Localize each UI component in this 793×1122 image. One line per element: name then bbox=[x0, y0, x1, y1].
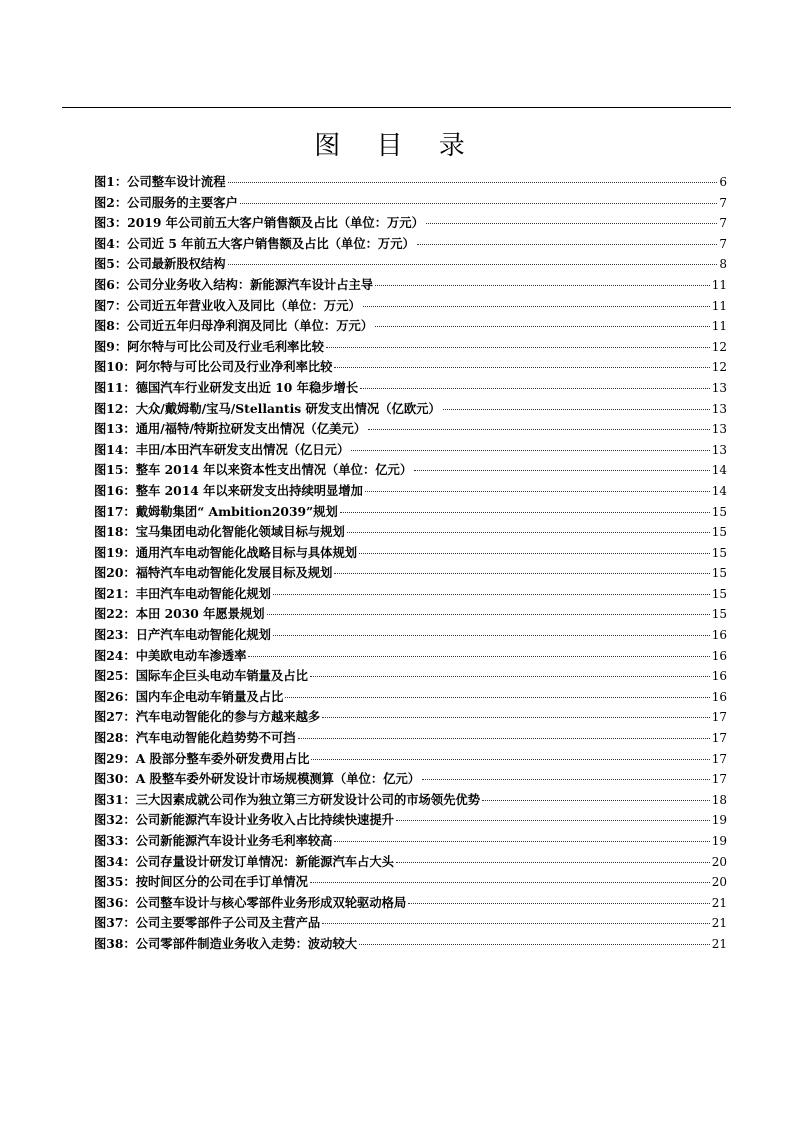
toc-entry[interactable] bbox=[94, 378, 727, 399]
toc-entry[interactable] bbox=[94, 687, 727, 708]
toc-entry-label: 图33：公司新能源汽车设计业务毛利率较高 bbox=[94, 833, 333, 848]
dot-leader bbox=[322, 717, 710, 718]
dot-leader bbox=[310, 882, 710, 883]
dot-leader bbox=[334, 573, 709, 574]
toc-entry-page: 16 bbox=[711, 669, 727, 684]
toc-entry-label: 图10：阿尔特与可比公司及行业净利率比较 bbox=[94, 359, 333, 375]
toc-entry-page: 6 bbox=[719, 175, 727, 189]
toc-entry[interactable] bbox=[94, 316, 727, 337]
dot-leader bbox=[273, 594, 710, 595]
dot-leader bbox=[426, 223, 717, 224]
toc-entry-page: 16 bbox=[711, 689, 727, 704]
toc-entry-label: 图7：公司近五年营业收入及同比（单位：万元） bbox=[94, 297, 361, 313]
toc-entry-page: 19 bbox=[711, 813, 727, 828]
dot-leader bbox=[340, 512, 710, 513]
toc-entry-page: 21 bbox=[711, 936, 727, 951]
toc-entry[interactable] bbox=[94, 399, 727, 420]
toc-entry-label: 图36：公司整车设计与核心零部件业务形成双轮驱动格局 bbox=[94, 894, 407, 910]
toc-entry-label: 图18：宝马集团电动化智能化领域目标与规划 bbox=[94, 524, 345, 540]
dot-leader bbox=[228, 264, 718, 265]
toc-entry-label: 图11：德国汽车行业研发支出近 10 年稳步增长 bbox=[94, 379, 359, 395]
dot-leader bbox=[228, 182, 718, 183]
toc-entry-label: 图32：公司新能源汽车设计业务收入占比持续快速提升 bbox=[94, 812, 394, 828]
toc-entry-page: 13 bbox=[711, 422, 727, 437]
toc-entry-label: 图25：国际车企巨头电动车销量及占比 bbox=[94, 668, 308, 684]
toc-entry-label: 图27：汽车电动智能化的参与方越来越多 bbox=[94, 709, 321, 725]
toc-entry[interactable] bbox=[94, 213, 727, 234]
toc-entry[interactable] bbox=[94, 254, 727, 275]
toc-entry-page: 12 bbox=[711, 360, 727, 375]
dot-leader bbox=[347, 532, 710, 533]
dot-leader bbox=[298, 738, 710, 739]
toc-entry-label: 图13：通用/福特/特斯拉研发支出情况（亿美元） bbox=[94, 421, 367, 437]
toc-entry-page: 7 bbox=[719, 236, 727, 251]
toc-entry[interactable] bbox=[94, 522, 727, 543]
toc-entry-page: 20 bbox=[711, 875, 727, 890]
dot-leader bbox=[359, 553, 710, 554]
toc-entry-label: 图29：A 股部分整车委外研发费用占比 bbox=[94, 750, 310, 766]
page-title: 图 目 录 bbox=[314, 131, 479, 162]
toc-entry-page: 17 bbox=[711, 710, 727, 725]
dot-leader bbox=[396, 862, 710, 863]
toc-entry-label: 图16：整车 2014 年以来研发支出持续明显增加 bbox=[94, 482, 363, 498]
toc-entry-page: 11 bbox=[711, 277, 727, 292]
toc-entry-page: 7 bbox=[719, 216, 727, 231]
header-rule bbox=[62, 107, 731, 108]
toc-entry[interactable] bbox=[94, 357, 727, 378]
dot-leader bbox=[240, 203, 718, 204]
dot-leader bbox=[422, 779, 710, 780]
toc-entry-label: 图23：日产汽车电动智能化规划 bbox=[94, 627, 271, 643]
toc-entry-label: 图26：国内车企电动车销量及占比 bbox=[94, 688, 284, 704]
toc-entry[interactable] bbox=[94, 769, 727, 790]
toc-entry-page: 17 bbox=[711, 731, 727, 746]
toc-entry-page: 13 bbox=[711, 442, 727, 457]
toc-entry-label: 图24：中美欧电动车渗透率 bbox=[94, 647, 247, 663]
toc-entry-page: 11 bbox=[711, 319, 727, 334]
dot-leader bbox=[311, 759, 709, 760]
dot-leader bbox=[375, 285, 710, 286]
toc-entry[interactable] bbox=[94, 893, 727, 914]
toc-entry-label: 图8：公司近五年归母净利润及同比（单位：万元） bbox=[94, 318, 374, 334]
toc-entry-label: 图17：戴姆勒集团“ Ambition2039”规划 bbox=[94, 503, 338, 519]
toc-entry[interactable] bbox=[94, 852, 727, 873]
toc-entry-label: 图12：大众/戴姆勒/宝马/Stellantis 研发支出情况（亿欧元） bbox=[94, 400, 441, 416]
toc-entry-page: 8 bbox=[719, 257, 727, 272]
toc-entry[interactable] bbox=[94, 749, 727, 770]
toc-entry-label: 图6：公司分业务收入结构：新能源汽车设计占主导 bbox=[94, 276, 374, 292]
toc-entry-page: 15 bbox=[711, 586, 727, 601]
dot-leader bbox=[482, 800, 710, 801]
toc-entry-label: 图19：通用汽车电动智能化战略目标与具体规划 bbox=[94, 544, 358, 560]
toc-entry[interactable] bbox=[94, 646, 727, 667]
toc-entry-label: 图3：2019 年公司前五大客户销售额及占比（单位：万元） bbox=[94, 215, 424, 231]
toc-entry[interactable] bbox=[94, 790, 727, 811]
toc-entry-page: 21 bbox=[711, 895, 727, 910]
toc-entry-label: 图28：汽车电动智能化趋势势不可挡 bbox=[94, 730, 296, 746]
toc-entry-page: 21 bbox=[711, 916, 727, 931]
dot-leader bbox=[414, 470, 710, 471]
toc-entry-page: 13 bbox=[711, 380, 727, 395]
toc-entry[interactable] bbox=[94, 913, 727, 934]
toc-entry-label: 图35：按时间区分的公司在手订单情况 bbox=[94, 874, 308, 890]
toc-entry[interactable] bbox=[94, 810, 727, 831]
dot-leader bbox=[368, 429, 710, 430]
toc-entry-page: 15 bbox=[711, 504, 727, 519]
toc-entry-page: 14 bbox=[711, 463, 727, 478]
toc-entry[interactable] bbox=[94, 831, 727, 852]
dot-leader bbox=[360, 388, 710, 389]
toc-entry-label: 图34：公司存量设计研发订单情况：新能源汽车占大头 bbox=[94, 853, 394, 869]
toc-entry[interactable] bbox=[94, 666, 727, 687]
toc-entry[interactable] bbox=[94, 625, 727, 646]
dot-leader bbox=[443, 409, 710, 410]
figure-list bbox=[94, 172, 727, 955]
toc-entry-page: 16 bbox=[711, 628, 727, 643]
toc-entry[interactable] bbox=[94, 419, 727, 440]
toc-entry[interactable] bbox=[94, 604, 727, 625]
toc-entry[interactable] bbox=[94, 193, 727, 214]
toc-entry-page: 11 bbox=[711, 298, 727, 313]
toc-entry[interactable] bbox=[94, 234, 727, 255]
toc-entry[interactable] bbox=[94, 543, 727, 564]
toc-entry[interactable] bbox=[94, 296, 727, 317]
dot-leader bbox=[334, 367, 709, 368]
toc-entry-page: 12 bbox=[711, 339, 727, 354]
toc-entry[interactable] bbox=[94, 502, 727, 523]
toc-entry-label: 图30：A 股整车委外研发设计市场规模测算（单位：亿元） bbox=[94, 771, 421, 787]
toc-entry-label: 图31：三大因素成就公司作为独立第三方研发设计公司的市场领先优势 bbox=[94, 791, 481, 807]
dot-leader bbox=[334, 841, 709, 842]
dot-leader bbox=[375, 326, 710, 327]
toc-entry-page: 14 bbox=[711, 483, 727, 498]
dot-leader bbox=[396, 820, 710, 821]
toc-entry[interactable] bbox=[94, 707, 727, 728]
toc-entry-label: 图15：整车 2014 年以来资本性支出情况（单位：亿元） bbox=[94, 462, 413, 478]
toc-entry-page: 18 bbox=[711, 792, 727, 807]
dot-leader bbox=[326, 347, 710, 348]
toc-entry[interactable] bbox=[94, 872, 727, 893]
toc-entry-label: 图5：公司最新股权结构 bbox=[94, 256, 226, 272]
toc-entry[interactable] bbox=[94, 563, 727, 584]
toc-entry[interactable] bbox=[94, 440, 727, 461]
toc-entry-page: 19 bbox=[711, 834, 727, 848]
dot-leader bbox=[322, 923, 710, 924]
toc-entry-label: 图14：丰田/本田汽车研发支出情况（亿日元） bbox=[94, 441, 350, 457]
toc-entry[interactable] bbox=[94, 460, 727, 481]
toc-entry-label: 图9：阿尔特与可比公司及行业毛利率比较 bbox=[94, 338, 324, 354]
dot-leader bbox=[359, 944, 710, 945]
toc-entry-label: 图20：福特汽车电动智能化发展目标及规划 bbox=[94, 565, 333, 581]
toc-entry[interactable] bbox=[94, 728, 727, 749]
toc-entry[interactable] bbox=[94, 337, 727, 358]
dot-leader bbox=[351, 450, 709, 451]
toc-entry-label: 图22：本田 2030 年愿景规划 bbox=[94, 606, 265, 622]
toc-entry-label: 图37：公司主要零部件子公司及主营产品 bbox=[94, 915, 321, 931]
toc-entry-label: 图2：公司服务的主要客户 bbox=[94, 194, 238, 210]
toc-entry[interactable] bbox=[94, 275, 727, 296]
toc-entry-label: 图1：公司整车设计流程 bbox=[94, 174, 226, 189]
dot-leader bbox=[417, 244, 718, 245]
toc-entry-page: 16 bbox=[711, 648, 727, 663]
toc-entry-page: 13 bbox=[711, 401, 727, 416]
dot-leader bbox=[310, 676, 710, 677]
toc-entry-page: 15 bbox=[711, 607, 727, 622]
toc-entry[interactable] bbox=[94, 584, 727, 605]
toc-entry-page: 17 bbox=[711, 772, 727, 787]
dot-leader bbox=[365, 491, 710, 492]
dot-leader bbox=[267, 614, 710, 615]
toc-entry-page: 17 bbox=[711, 751, 727, 766]
toc-entry-page: 15 bbox=[711, 525, 727, 540]
toc-entry-page: 15 bbox=[711, 566, 727, 581]
toc-entry-label: 图4：公司近 5 年前五大客户销售额及占比（单位：万元） bbox=[94, 235, 415, 251]
dot-leader bbox=[248, 656, 709, 657]
dot-leader bbox=[363, 306, 710, 307]
toc-entry[interactable] bbox=[94, 172, 727, 193]
toc-entry[interactable] bbox=[94, 481, 727, 502]
toc-entry[interactable] bbox=[94, 934, 727, 955]
toc-entry-page: 20 bbox=[711, 854, 727, 869]
dot-leader bbox=[273, 635, 710, 636]
toc-entry-page: 15 bbox=[711, 545, 727, 560]
dot-leader bbox=[408, 903, 709, 904]
toc-entry-page: 7 bbox=[719, 195, 727, 210]
dot-leader bbox=[285, 697, 709, 698]
toc-entry-label: 图21：丰田汽车电动智能化规划 bbox=[94, 585, 271, 601]
toc-entry-label: 图38：公司零部件制造业务收入走势：波动较大 bbox=[94, 935, 358, 951]
